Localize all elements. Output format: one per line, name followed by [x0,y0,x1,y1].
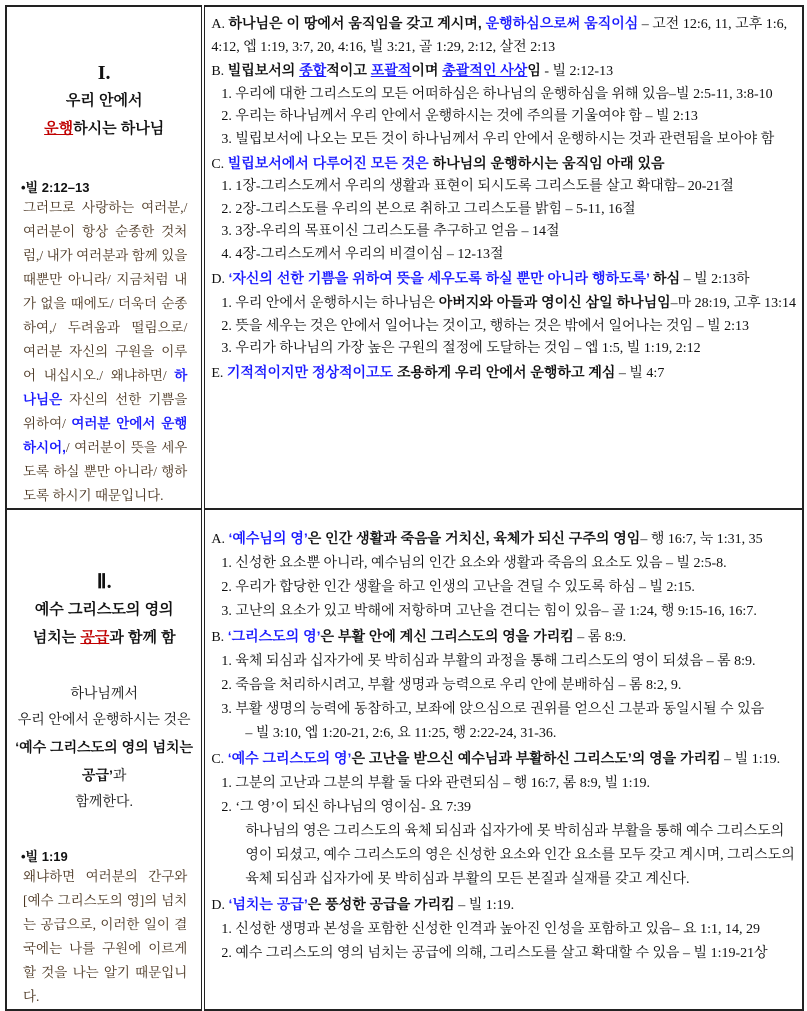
outline-text: 1. 1장-그리스도께서 우리의 생활과 표현이 되시도록 그리스도를 살고 확대함– 20-21절 [221,179,734,195]
outline-text: 3. 우리가 하나님의 가장 높은 구원의 절정에 도달하는 것임 – 엡 1:5, 빌 1:19, 2:12 [221,341,701,357]
section-2-verse-text [23,865,187,1009]
outline-text: 영이 되셨고, 예수 그리스도의 영은 신성한 요소와 인간 요소를 모두 갖고 계시며, 그리스도의 [245,848,795,863]
section-1-outline [203,6,803,509]
outline-sub-item [211,820,796,844]
outline-sub-item [211,338,796,361]
outline-text: 2. 2장-그리스도를 우리의 본으로 취하고 그리스도를 밝힘 – 5-11, 16절 [221,201,636,217]
outline-text: –마 28:19, 고후 13:14 [670,296,796,312]
summary-line: 함께한다. [75,795,133,810]
outline-sub-item [211,291,796,316]
outline-text: – 롬 8:9. [573,630,627,645]
section-2-heading [7,568,201,652]
outline-emphasis: ‘예수님의 영’ [228,530,308,546]
summary-line [7,734,201,790]
outline-emphasis: 빌립보서에서 다루어진 모든 것은 [227,154,429,171]
summary-emphasis: ‘예수 그리스도의 영의 넘치는 공급’ [15,739,194,783]
section-1-row [6,6,803,509]
section-2-title-highlight: 공급 [80,629,110,646]
section-2-row [6,509,803,1010]
outline-text: C. [211,156,228,172]
outline-text: 3. 고난의 요소가 있고 박해에 저항하며 고난을 견디는 힘이 있음– 골 1:24, 행 9:15-16, 16:7. [221,604,757,619]
outline-emphasis: 은 고난을 받으신 예수님과 부활하신 그리스도’의 영을 가리킴 [351,750,721,766]
outline-emphasis: 빌립보서의 [227,62,300,79]
section-2-outline [203,509,803,1010]
outline-text: 2. 죽음을 처리하시려고, 부활 생명과 능력으로 우리 안에 분배하심 – 롬 8:2, 9. [221,678,682,693]
outline-text: 3. 부활 생명의 능력에 동참하고, 보좌에 앉으심으로 권위를 얻으신 그분과 동일시될 수 있음 [221,702,765,717]
outline-text: – 빌 3:10, 엡 1:20-21, 2:6, 요 11:25, 행 2:22-24, 31-36. [245,726,557,741]
outline-text: – 빌 1:19. [720,752,781,767]
outline-heading-item [211,361,796,386]
outline-emphasis: 아버지와 아들과 영이신 삼일 하나님임 [438,294,671,311]
outline-emphasis: ‘자신의 선한 기쁨을 위하여 뜻을 세우도록 하실 뿐만 아니라 행하도록’ [228,269,650,286]
outline-sub-item [211,552,796,576]
outline-text: - 빌 2:12-13 [540,64,614,80]
outline-emphasis: 적이고 [326,62,371,79]
outline-heading-item [211,746,796,772]
section-2-title-line2 [7,624,201,652]
outline-sub-item [211,722,796,746]
summary-line: 하나님께서 [70,687,138,702]
outline-emphasis: 기적적이지만 정상적이고도 [226,363,394,380]
outline-text: 1. 우리에 대한 그리스도의 모든 어떠하심은 하나님의 운행하심을 위해 있음–빌 2:5-11, 3:8-10 [221,86,773,102]
outline-emphasis: 이며 [411,62,443,79]
outline-emphasis: ‘넘치는 공급’ [228,896,308,912]
verse-text: 그러므로 사랑하는 여러분,/ 여러분이 항상 순종한 것처럼,/ 내가 여러분과 함께 있을 때뿐만 아니라/ 지금처럼 내가 없을 때에도/ 더욱더 순종하여,/ 두려움과 떨림으로/ 여러분 자신의 구원을 이루어 내십시오./ 왜냐하면/ [23,200,188,383]
section-1-title-rest: 하시는 하나님 [73,120,165,137]
outline-sub-item [211,600,796,624]
outline-text: – 빌 4:7 [615,365,665,381]
section-2-summary [7,682,201,816]
outline-heading-item [211,152,796,177]
section-2-numeral: Ⅱ. [96,571,112,593]
verse-emphasis: 여러분 안에서 운행하시어, [23,416,188,455]
outline-text: 1. 육체 되심과 십자가에 못 박히심과 부활의 과정을 통해 그리스도의 영이 되셨음 – 롬 8:9. [221,654,756,669]
section-2-title-pre: 넘치는 [32,629,81,646]
outline-heading-item [211,624,796,650]
outline-text: 2. ‘그 영’이 되신 하나님의 영이심- 요 7:39 [221,800,472,815]
outline-sub-item [211,199,796,222]
outline-emphasis: ‘예수 그리스도의 영’ [227,750,352,766]
outline-text: D. [211,271,229,287]
outline-sub-item [211,868,796,892]
verse-emphasis: 하나님은 [23,368,188,407]
outline-emphasis: 포괄적 [370,62,412,79]
section-1-title-highlight: 운행 [44,120,74,137]
outline-text: 2. 우리는 하나님께서 우리 안에서 운행하시는 것에 주의를 기울여야 함 – 빌 2:13 [221,109,698,125]
outline-text: – 고전 12:6, 11, 고후 1:6, [638,17,788,32]
section-2-title-rest: 과 함께 함 [109,629,176,646]
outline-emphasis: 총괄적인 사상 [442,62,528,79]
outline-emphasis: 은 부활 안에 계신 그리스도의 영을 가리킴 [320,628,574,644]
outline-text: 1. 그분의 고난과 그분의 부활 둘 다와 관련되심 – 행 16:7, 롬 8:9, 빌 1:19. [221,776,651,791]
outline-sub-item [211,176,796,199]
verse-text: 왜냐하면 여러분의 간구와 [예수 그리스도의 영]의 넘치는 공급으로, 이러한 일이 결국에는 나를 구원에 이르게 할 것을 나는 알기 때문입니다. [23,869,188,1004]
outline-sub-item [211,698,796,722]
section-1-numeral: I. [97,62,111,84]
outline-text: 육체 되심과 십자가에 못 박히심과 부활의 모든 본질과 실재를 갖고 계신다. [245,872,690,887]
outline-heading-item [211,37,796,60]
outline-text: C. [211,752,228,767]
outline-sub-item [211,674,796,698]
outline-emphasis: 임 [527,62,541,79]
section-1-verse-text [23,196,187,508]
outline-emphasis: 하나님의 운행하시는 움직임 아래 있음 [428,154,665,171]
outline-emphasis: 운행하심으로써 움직이심 [485,15,639,31]
outline-emphasis: 하나님은 이 땅에서 움직임을 갖고 계시며, [228,15,486,31]
outline-text: D. [211,898,229,913]
outline-text: A. [211,17,229,32]
outline-sub-item [211,772,796,796]
outline-text: 2. 우리가 합당한 인간 생활을 하고 인생의 고난을 견딜 수 있도록 하심 – 빌 2:15. [221,580,695,595]
section-1-title-line2 [7,115,201,143]
outline-sub-item [211,942,796,966]
outline-sub-item [211,221,796,244]
outline-sub-item [211,106,796,129]
outline-text: B. [211,630,228,645]
outline-sub-item [211,844,796,868]
outline-text: A. [211,532,229,547]
outline-heading-item [211,12,796,37]
summary-text: 과 [112,769,127,784]
outline-emphasis: 은 풍성한 공급을 가리킴 [307,896,455,912]
verse-text: 자신의 선한 기쁨을 위하여/ [23,392,188,431]
outline-text: 2. 예수 그리스도의 영의 넘치는 공급에 의해, 그리스도를 살고 확대할 수 있음 – 빌 1:19-21상 [221,946,768,961]
outline-text: 2. 뜻을 세우는 것은 안에서 일어나는 것이고, 행하는 것은 밖에서 일어나는 것임 – 빌 2:13 [221,318,749,334]
outline-text: 3. 빌립보서에 나오는 모든 것이 하나님께서 우리 안에서 운행하시는 것과 관련됨을 보아야 함 [221,131,775,147]
section-1-sidebar [6,6,203,509]
outline-text: 하나님의 영은 그리스도의 육체 되심과 십자가에 못 박히심과 부활을 통해 예수 그리스도의 [245,824,785,839]
section-2-sidebar [6,509,203,1010]
outline-sub-item [211,650,796,674]
outline-text: 4:12, 엡 1:19, 3:7, 20, 4:16, 빌 3:21, 골 1:29, 2:12, 살전 2:13 [211,39,556,55]
section-2-outline-lines [205,510,802,966]
outline-sub-item [211,84,796,107]
outline-sub-item [211,918,796,942]
section-1-outline-lines [205,7,802,386]
outline-text: 1. 신성한 생명과 본성을 포함한 신성한 인격과 높아진 인성을 포함하고 있음– 요 1:1, 14, 29 [221,922,760,937]
outline-emphasis: 은 인간 생활과 죽음을 거치신, 육체가 되신 구주의 영임 [307,530,641,546]
outline-heading-item [211,59,796,84]
outline-sub-item [211,244,796,267]
outline-text: – 빌 2:13하 [680,271,750,287]
outline-table [5,5,804,1011]
outline-sub-item [211,129,796,152]
outline-text: 1. 우리 안에서 운행하시는 하나님은 [221,296,439,312]
section-1-title-line1: 우리 안에서 [65,92,143,109]
outline-text: 4. 4장-그리스도께서 우리의 비결이심 – 12-13절 [221,246,504,262]
outline-emphasis: 조용하게 우리 안에서 운행하고 계심 [393,363,616,380]
outline-emphasis: ‘그리스도의 영’ [227,628,321,644]
section-2-verse-ref: •빌 1:19 [21,849,68,864]
outline-text: – 빌 1:19. [454,898,515,913]
outline-heading-item [211,267,796,292]
section-1-heading [7,59,201,143]
section-1-verse-ref: •빌 2:12–13 [21,180,90,195]
outline-sub-item [211,316,796,339]
outline-emphasis: 하심 [649,269,681,286]
outline-sub-item [211,796,796,820]
section-2-title-line1: 예수 그리스도의 영의 [34,601,174,618]
outline-heading-item [211,526,796,552]
outline-emphasis: 종합 [299,62,327,79]
summary-line: 우리 안에서 운행하시는 것은 [17,713,191,728]
outline-text: E. [211,365,227,381]
outline-text: 1. 신성한 요소뿐 아니라, 예수님의 인간 요소와 생활과 죽음의 요소도 있음 – 빌 2:5-8. [221,556,727,571]
outline-text: – 행 16:7, 눅 1:31, 35 [640,532,763,547]
outline-text: 3. 3장-우리의 목표이신 그리스도를 추구하고 얻음 – 14절 [221,224,560,240]
outline-sub-item [211,576,796,600]
outline-text: B. [211,64,228,80]
verse-text: / 여러분이 뜻을 세우도록 하실 뿐만 아니라/ 행하도록 하시기 때문입니다. [23,440,188,503]
